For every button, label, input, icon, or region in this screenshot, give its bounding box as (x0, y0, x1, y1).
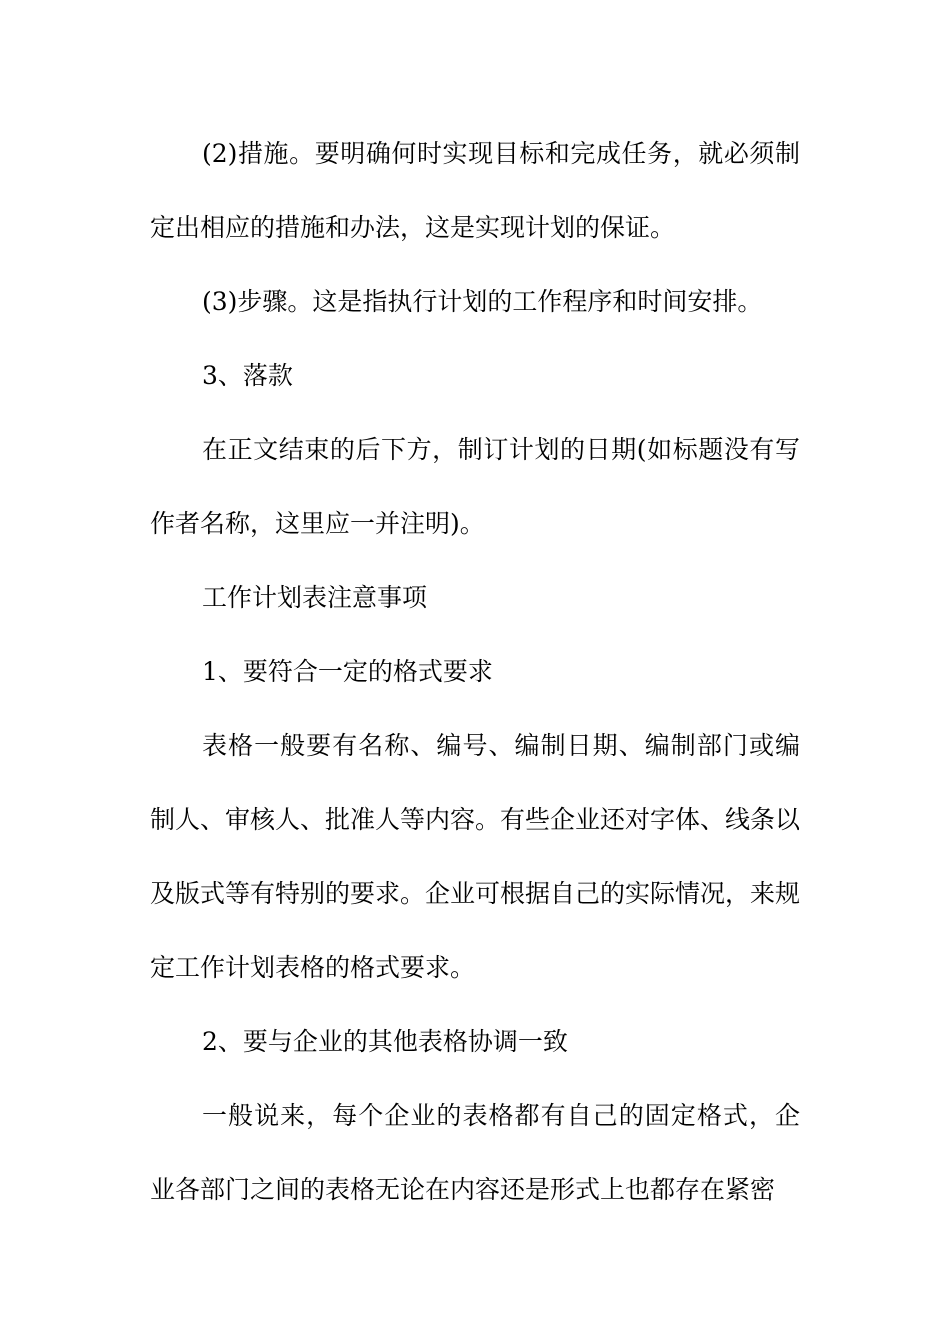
paragraph-consistency: 一般说来，每个企业的表格都有自己的固定格式，企业各部门之间的表格无论在内容还是形式上也都存在紧密 (150, 1101, 800, 1204)
heading-consistency: 2、要与企业的其他表格协调一致 (202, 1027, 568, 1056)
paragraph-signature-date: 在正文结束的后下方，制订计划的日期(如标题没有写作者名称，这里应一并注明)。 (150, 435, 800, 538)
paragraph-steps: (3)步骤。这是指执行计划的工作程序和时间安排。 (202, 287, 763, 316)
heading-signature: 3、落款 (202, 361, 293, 390)
heading-notes: 工作计划表注意事项 (202, 583, 428, 612)
heading-format: 1、要符合一定的格式要求 (202, 657, 493, 686)
paragraph-format: 表格一般要有名称、编号、编制日期、编制部门或编制人、审核人、批准人等内容。有些企业还对字体、线条以及版式等有特别的要求。企业可根据自己的实际情况，来规定工作计划表格的格式要求。 (150, 731, 801, 982)
paragraph-measures: (2)措施。要明确何时实现目标和完成任务，就必须制定出相应的措施和办法，这是实现计划的保证。 (150, 139, 800, 242)
